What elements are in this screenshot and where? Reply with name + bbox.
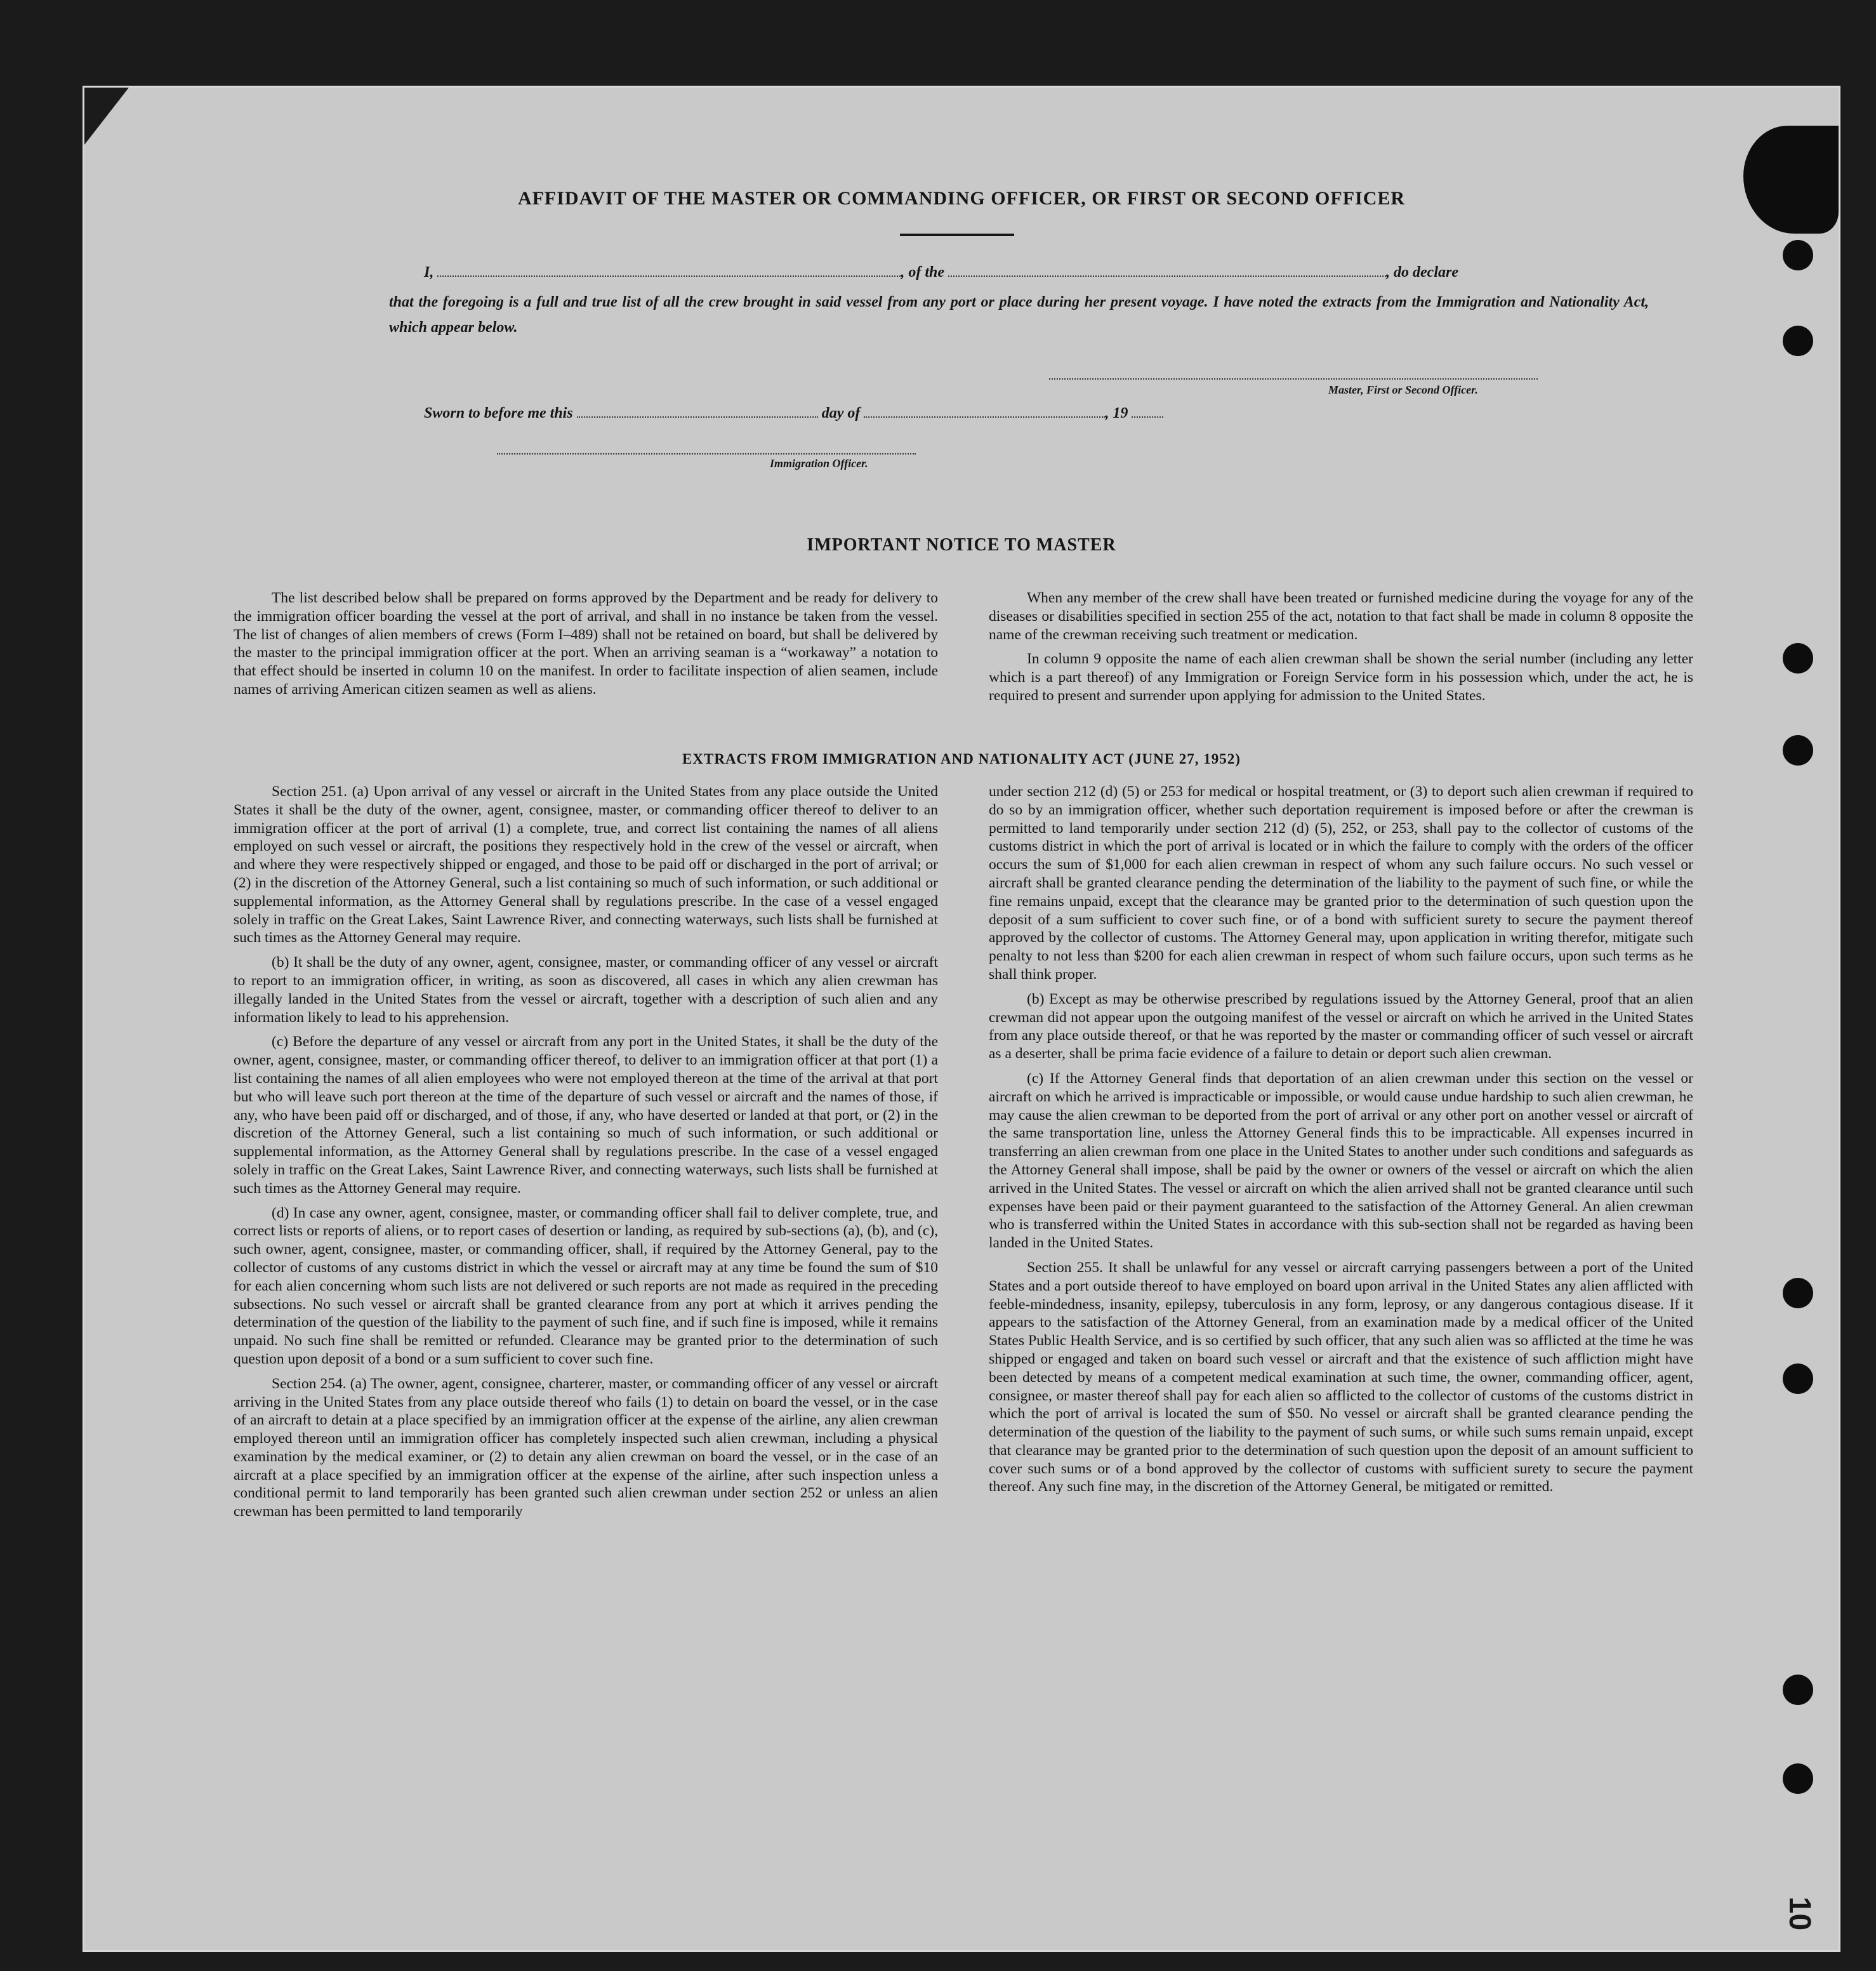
master-label: Master, First or Second Officer.: [1328, 383, 1478, 396]
master-signature-line[interactable]: [1049, 373, 1538, 380]
section-251b: (b) It shall be the duty of any owner, agent, consignee, master, or commanding officer of any vessel or aircraft to report to an immigration officer, in writing, as soon as discovered, all cases in which any alien crewman has illegally landed in the United States from the vessel or aircraft, together with a description of such alien and any information likely to lead to his apprehension.: [234, 954, 938, 1026]
section-251a: Section 251. (a) Upon arrival of any vessel or aircraft in the United States from any place outside the United States it shall be the duty of the owner, agent, consignee, master, or commanding officer thereof to deliver to an immigration officer at the port of arrival (1) a complete, true, and correct list containing the names of all aliens employed on such vessel or aircraft, the positions they respectively hold in the crew of the vessel or aircraft, when and where they were respectively shipped or engaged, and those to be paid off or discharged in the port of arrival; or (2) in the discretion of the Attorney General, such a list containing so much of such information, or such additional or supplemental information, as the Attorney General shall by regulations prescribe. In the case of a vessel engaged solely in traffic on the Great Lakes, Saint Lawrence River, and connecting waterways, such lists shall be furnished at such times as the Attorney General may require.: [234, 783, 938, 946]
extracts-left-column: [234, 783, 938, 1527]
immigration-officer-label: Immigration Officer.: [770, 457, 868, 470]
sworn-day-field[interactable]: [577, 414, 818, 418]
section-254b: (b) Except as may be otherwise prescribed by regulations issued by the Attorney General, proof that an alien crewman did not appear upon the outgoing manifest of the vessel or aircraft on which he arrived in the United States from any place outside thereof, or that he was reported by the master or commanding officer of such vessel or aircraft as a deserter, shall be prima facie evidence of a failure to detain or deport such alien crewman.: [989, 990, 1693, 1063]
notice-title: IMPORTANT NOTICE TO MASTER: [807, 535, 1116, 555]
declare-i-label: I,: [424, 264, 434, 281]
sworn-label: Sworn to before me this: [424, 405, 573, 421]
section-254a: Section 254. (a) The owner, agent, consignee, charterer, master, or commanding officer of any vessel or aircraft arriving in the United States from any place outside thereof who fails (1) to detain on board the vessel, or in the case of an aircraft to detain at a place specified by an immigration officer at the expense of the airline, any alien crewman employed thereon until an immigration officer has completely inspected such alien crewman, including a physical examination by the medical examiner, or (2) to detain any alien crewman on board the vessel, or in the case of an aircraft at a place specified by an immigration officer at the expense of the airline, after such inspection unless a conditional permit to land temporarily has been granted such alien crewman under section 252 or unless an alien crewman has been permitted to land temporarily: [234, 1375, 938, 1520]
name-field[interactable]: [437, 273, 901, 277]
punch-hole: [1783, 1278, 1813, 1308]
section-254a-continued: under section 212 (d) (5) or 253 for medical or hospital treatment, or (3) to deport such alien crewman if required to do so by an immigration officer, whether such deportation requirement is imposed before or after the crewman is permitted to land temporarily under section 212 (d) (5), 252, or 253, shall pay to the collector of customs of the customs district in which the port of arrival is located or in which the failure to comply with the orders of the officer occurs the sum of $1,000 for each alien crewman in respect of whom any such failure occurs. No such vessel or aircraft shall be granted clearance pending the determination of the liability to the payment of such fine, or while the fine remains unpaid, except that the clearance may be granted prior to the determination of such question upon the deposit of a sum sufficient to cover such fine, or of a bond with sufficient surety to secure the payment thereof approved by the collector of customs. The Attorney General may, upon application in writing therefor, mitigate such penalty to not less than $200 for each alien crewman in respect of whom such failure occurs, upon such terms as he shall think proper.: [989, 783, 1693, 983]
title-rule: [900, 234, 1014, 236]
punch-hole: [1783, 326, 1813, 356]
declaration-line: [424, 264, 1668, 281]
of-the-label: , of the: [901, 264, 945, 281]
folded-corner: [84, 88, 129, 145]
notice-right-column: [989, 589, 1693, 712]
declaration-text: that the foregoing is a full and true list of all the crew brought in said vessel from any port or place during her present voyage. I have noted the extracts from the Immigration and Nationality Act, which appear below.: [389, 294, 1649, 336]
notice-left-column: [234, 589, 938, 705]
section-255: Section 255. It shall be unlawful for any vessel or aircraft carrying passengers between a port of the United States and a port outside thereof to have employed on board upon arrival in the United States any alien afflicted with feeble-mindedness, insanity, epilepsy, tuberculosis in any form, leprosy, or any dangerous contagious disease. If it appears to the satisfaction of the Attorney General, from an examination made by a medical officer of the United States Public Health Service, and is so certified by such officer, that any such alien was so afflicted at the time he was shipped or engaged and taken on board such vessel or aircraft and that the existence of such affliction might have been detected by means of a competent medical examination at such time, the owner, commanding officer, agent, consignee, or master thereof shall pay for each alien so afflicted to the collector of customs of the customs district in which the port of arrival is located the sum of $50. No vessel or aircraft shall be granted clearance pending the determination of the question of the liability to the payment of such sums, or while such sums remain unpaid, except that clearance may be granted prior to the determination of such question upon the deposit of an amount sufficient to cover such sums or of a bond approved by the collector of customs with sufficient surety to secure the payment thereof. Any such fine may, in the discretion of the Attorney General, be mitigated or remitted.: [989, 1259, 1693, 1496]
extracts-right-column: [989, 783, 1693, 1503]
ink-blot: [1743, 126, 1839, 234]
punch-hole: [1783, 240, 1813, 270]
section-251d: (d) In case any owner, agent, consignee, master, or commanding officer shall fail to deliver complete, true, and correct lists or reports of aliens, or to report cases of desertion or landing, as required by sub-sections (a), (b), and (c), such owner, agent, consignee, master, or commanding officer, shall, if required by the Attorney General, pay to the collector of customs of any customs district in which the vessel or aircraft may at any time be found the sum of $10 for each alien concerning whom such lists are not delivered or such reports are not made as required in the preceding subsections. No such vessel or aircraft shall be granted clearance from any port at which it arrives pending the determination of the question of the liability to the payment of such fine, and if such fine is imposed, while it remains unpaid. No such fine shall be remitted or refunded. Clearance may be granted prior to the determination of such question upon deposit of a bond or a sum sufficient to cover such fine.: [234, 1204, 938, 1367]
punch-hole: [1783, 1675, 1813, 1705]
do-declare-label: , do declare: [1386, 264, 1458, 281]
notice-right-paragraph-2: In column 9 opposite the name of each alien crewman shall be shown the serial number (including any letter which is a part thereof) of any Immigration or Foreign Service form in his possession which, under the act, he is required to present and surrender upon applying for admission to the United States.: [989, 651, 1693, 704]
page-number: 10: [1782, 1896, 1816, 1931]
punch-hole: [1783, 1763, 1813, 1794]
sworn-month-field[interactable]: [864, 414, 1105, 418]
document-page: [83, 86, 1840, 1952]
affidavit-title: AFFIDAVIT OF THE MASTER OR COMMANDING OFFICER, OR FIRST OR SECOND OFFICER: [517, 188, 1406, 209]
section-251c: (c) Before the departure of any vessel or aircraft from any port in the United States, it shall be the duty of the owner, agent, consignee, master, or commanding officer thereof, to deliver to an immigration officer at that port (1) a list containing the names of all alien employees who were not employed thereon at the time of the arrival at that port but who will leave such port thereon at the time of the departure of such vessel or aircraft and the names of those, if any, who have been paid off or discharged, and of those, if any, who have deserted or landed at that port, or (2) in the discretion of the Attorney General, such a list containing so much of such information, or such additional or supplemental information, as the Attorney General shall by regulations prescribe. In the case of a vessel engaged solely in traffic on the Great Lakes, Saint Lawrence River, and connecting waterways, such lists shall be furnished at such times as the Attorney General may require.: [234, 1033, 938, 1197]
day-of-label: day of: [821, 405, 861, 421]
sworn-line: [424, 405, 1163, 422]
extracts-title: EXTRACTS FROM IMMIGRATION AND NATIONALITY ACT (JUNE 27, 1952): [682, 751, 1241, 767]
section-254c: (c) If the Attorney General finds that deportation of an alien crewman under this section on the vessel or aircraft on which he arrived is impracticable or impossible, or would cause undue hardship to such alien crewman, he may cause the alien crewman to be deported from the port of arrival or any other port on another vessel or aircraft of the same transportation line, unless the Attorney General finds this to be impracticable. All expenses incurred in transferring an alien crewman from one place in the United States to another under such conditions and safeguards as the Attorney General shall impose, shall be paid by the owner or owners of the vessel or aircraft on which the alien arrived in the United States. The vessel or aircraft on which the alien arrived shall not be granted clearance until such expenses have been paid or their payment guaranteed to the satisfaction of the Attorney General. An alien crewman who is transferred within the United States in accordance with this sub-section shall not be regarded as having been landed in the United States.: [989, 1070, 1693, 1252]
notice-left-paragraph: The list described below shall be prepared on forms approved by the Department and be ready for delivery to the immigration officer boarding the vessel at the port of arrival, and shall in no instance be taken from the vessel. The list of changes of alien members of crews (Form I–489) shall not be retained on board, but shall be delivered by the master to the principal immigration officer at the port. When an arriving seaman is a “workaway” a notation to that effect should be inserted in column 10 on the manifest. In order to facilitate inspection of alien seamen, include names of arriving American citizen seamen as well as aliens.: [234, 590, 938, 698]
year-prefix-label: , 19: [1105, 405, 1128, 421]
punch-hole: [1783, 643, 1813, 674]
notice-right-paragraph-1: When any member of the crew shall have been treated or furnished medicine during the voyage for any of the diseases or disabilities specified in section 255 of the act, notation to that fact shall be made in column 8 opposite the name of the crewman receiving such treatment or medication.: [989, 590, 1693, 643]
sworn-year-field[interactable]: [1132, 414, 1163, 418]
vessel-field[interactable]: [948, 273, 1386, 277]
punch-hole: [1783, 1364, 1813, 1394]
immigration-officer-line[interactable]: [497, 448, 916, 455]
